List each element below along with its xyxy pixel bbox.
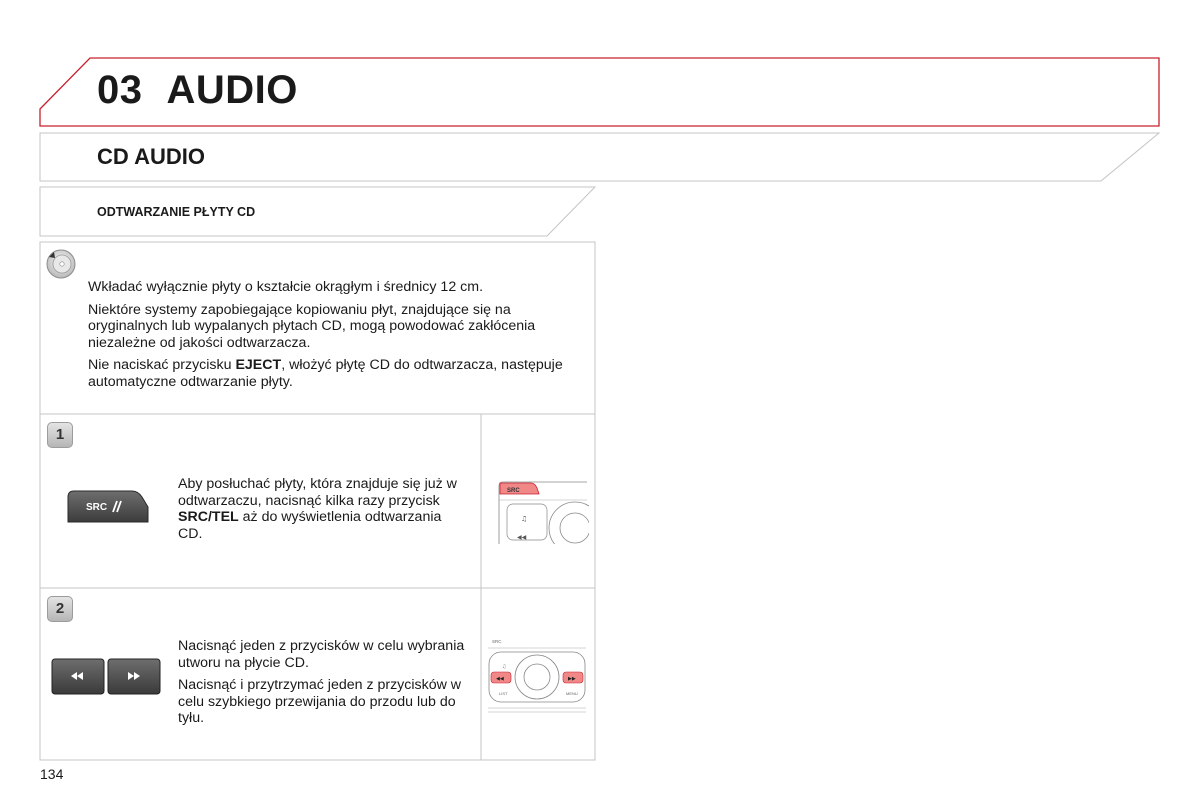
subsection-title: ODTWARZANIE PŁYTY CD bbox=[97, 205, 256, 219]
step2-diagram-menu: MENU bbox=[566, 691, 578, 696]
step1-paragraph bbox=[178, 476, 468, 542]
info-paragraph-2: Niektóre systemy zapobiegające kopiowaniu płyt, znajdujące się na oryginalnych lub wypalanych płytach CD, mogą powodować zakłócenia niezależne od jakości odtwarzacza. bbox=[88, 301, 536, 351]
step1-text bbox=[178, 476, 468, 548]
svg-text:◀◀: ◀◀ bbox=[496, 676, 504, 682]
info-eject-post: , włożyć płytę CD do odtwarzacza, następuje automatyczne odtwarzanie płyty. bbox=[88, 357, 563, 390]
page-number: 134 bbox=[40, 766, 64, 782]
info-text bbox=[88, 279, 568, 396]
info-paragraph-1: Wkładać wyłącznie płyty o kształcie okrągłym i średnicy 12 cm. bbox=[88, 279, 484, 295]
step1-text-pre: Aby posłuchać płyty, która znajduje się już w odtwarzaczu, nacisnąć kilka razy przycisk bbox=[178, 476, 457, 509]
svg-text:♫: ♫ bbox=[521, 515, 528, 523]
section-title: CD AUDIO bbox=[97, 144, 205, 169]
step2-paragraph-2: Nacisnąć i przytrzymać jeden z przycisków w celu szybkiego przewijania do przodu lub do tyłu. bbox=[178, 677, 462, 726]
step2-console-diagram bbox=[486, 634, 590, 718]
svg-text:◀◀: ◀◀ bbox=[517, 534, 527, 541]
seek-back-button bbox=[52, 659, 104, 694]
step2-text bbox=[178, 638, 473, 733]
chapter-name: AUDIO bbox=[166, 68, 298, 112]
info-eject-pre: Nie naciskać przycisku bbox=[88, 357, 236, 373]
svg-text:♫: ♫ bbox=[502, 664, 507, 670]
svg-text:▶▶: ▶▶ bbox=[568, 676, 576, 682]
step1-console-diagram bbox=[497, 478, 589, 544]
step2-diagram-src: SRC bbox=[492, 639, 502, 644]
step2-diagram-list: LIST bbox=[499, 691, 508, 696]
step2-badge: 2 bbox=[47, 596, 73, 622]
step1-diagram-label: SRC bbox=[507, 488, 520, 494]
step1-text-key: SRC/TEL bbox=[178, 509, 239, 525]
seek-buttons-image bbox=[51, 658, 161, 696]
src-button-label: SRC bbox=[86, 502, 108, 513]
chapter-title bbox=[97, 68, 298, 113]
cd-info-icon bbox=[45, 248, 77, 280]
step1-text-post: aż do wyświetlenia odtwarzania CD. bbox=[178, 509, 442, 542]
section-header-frame bbox=[40, 133, 1159, 181]
src-button-image bbox=[66, 489, 150, 523]
chapter-number: 03 bbox=[97, 68, 143, 112]
info-paragraph-3 bbox=[88, 357, 568, 390]
step2-paragraph-1: Nacisnąć jeden z przycisków w celu wybrania utworu na płycie CD. bbox=[178, 638, 465, 671]
seek-forward-button bbox=[108, 659, 160, 694]
info-eject-key: EJECT bbox=[235, 357, 282, 373]
step1-badge: 1 bbox=[47, 422, 73, 448]
